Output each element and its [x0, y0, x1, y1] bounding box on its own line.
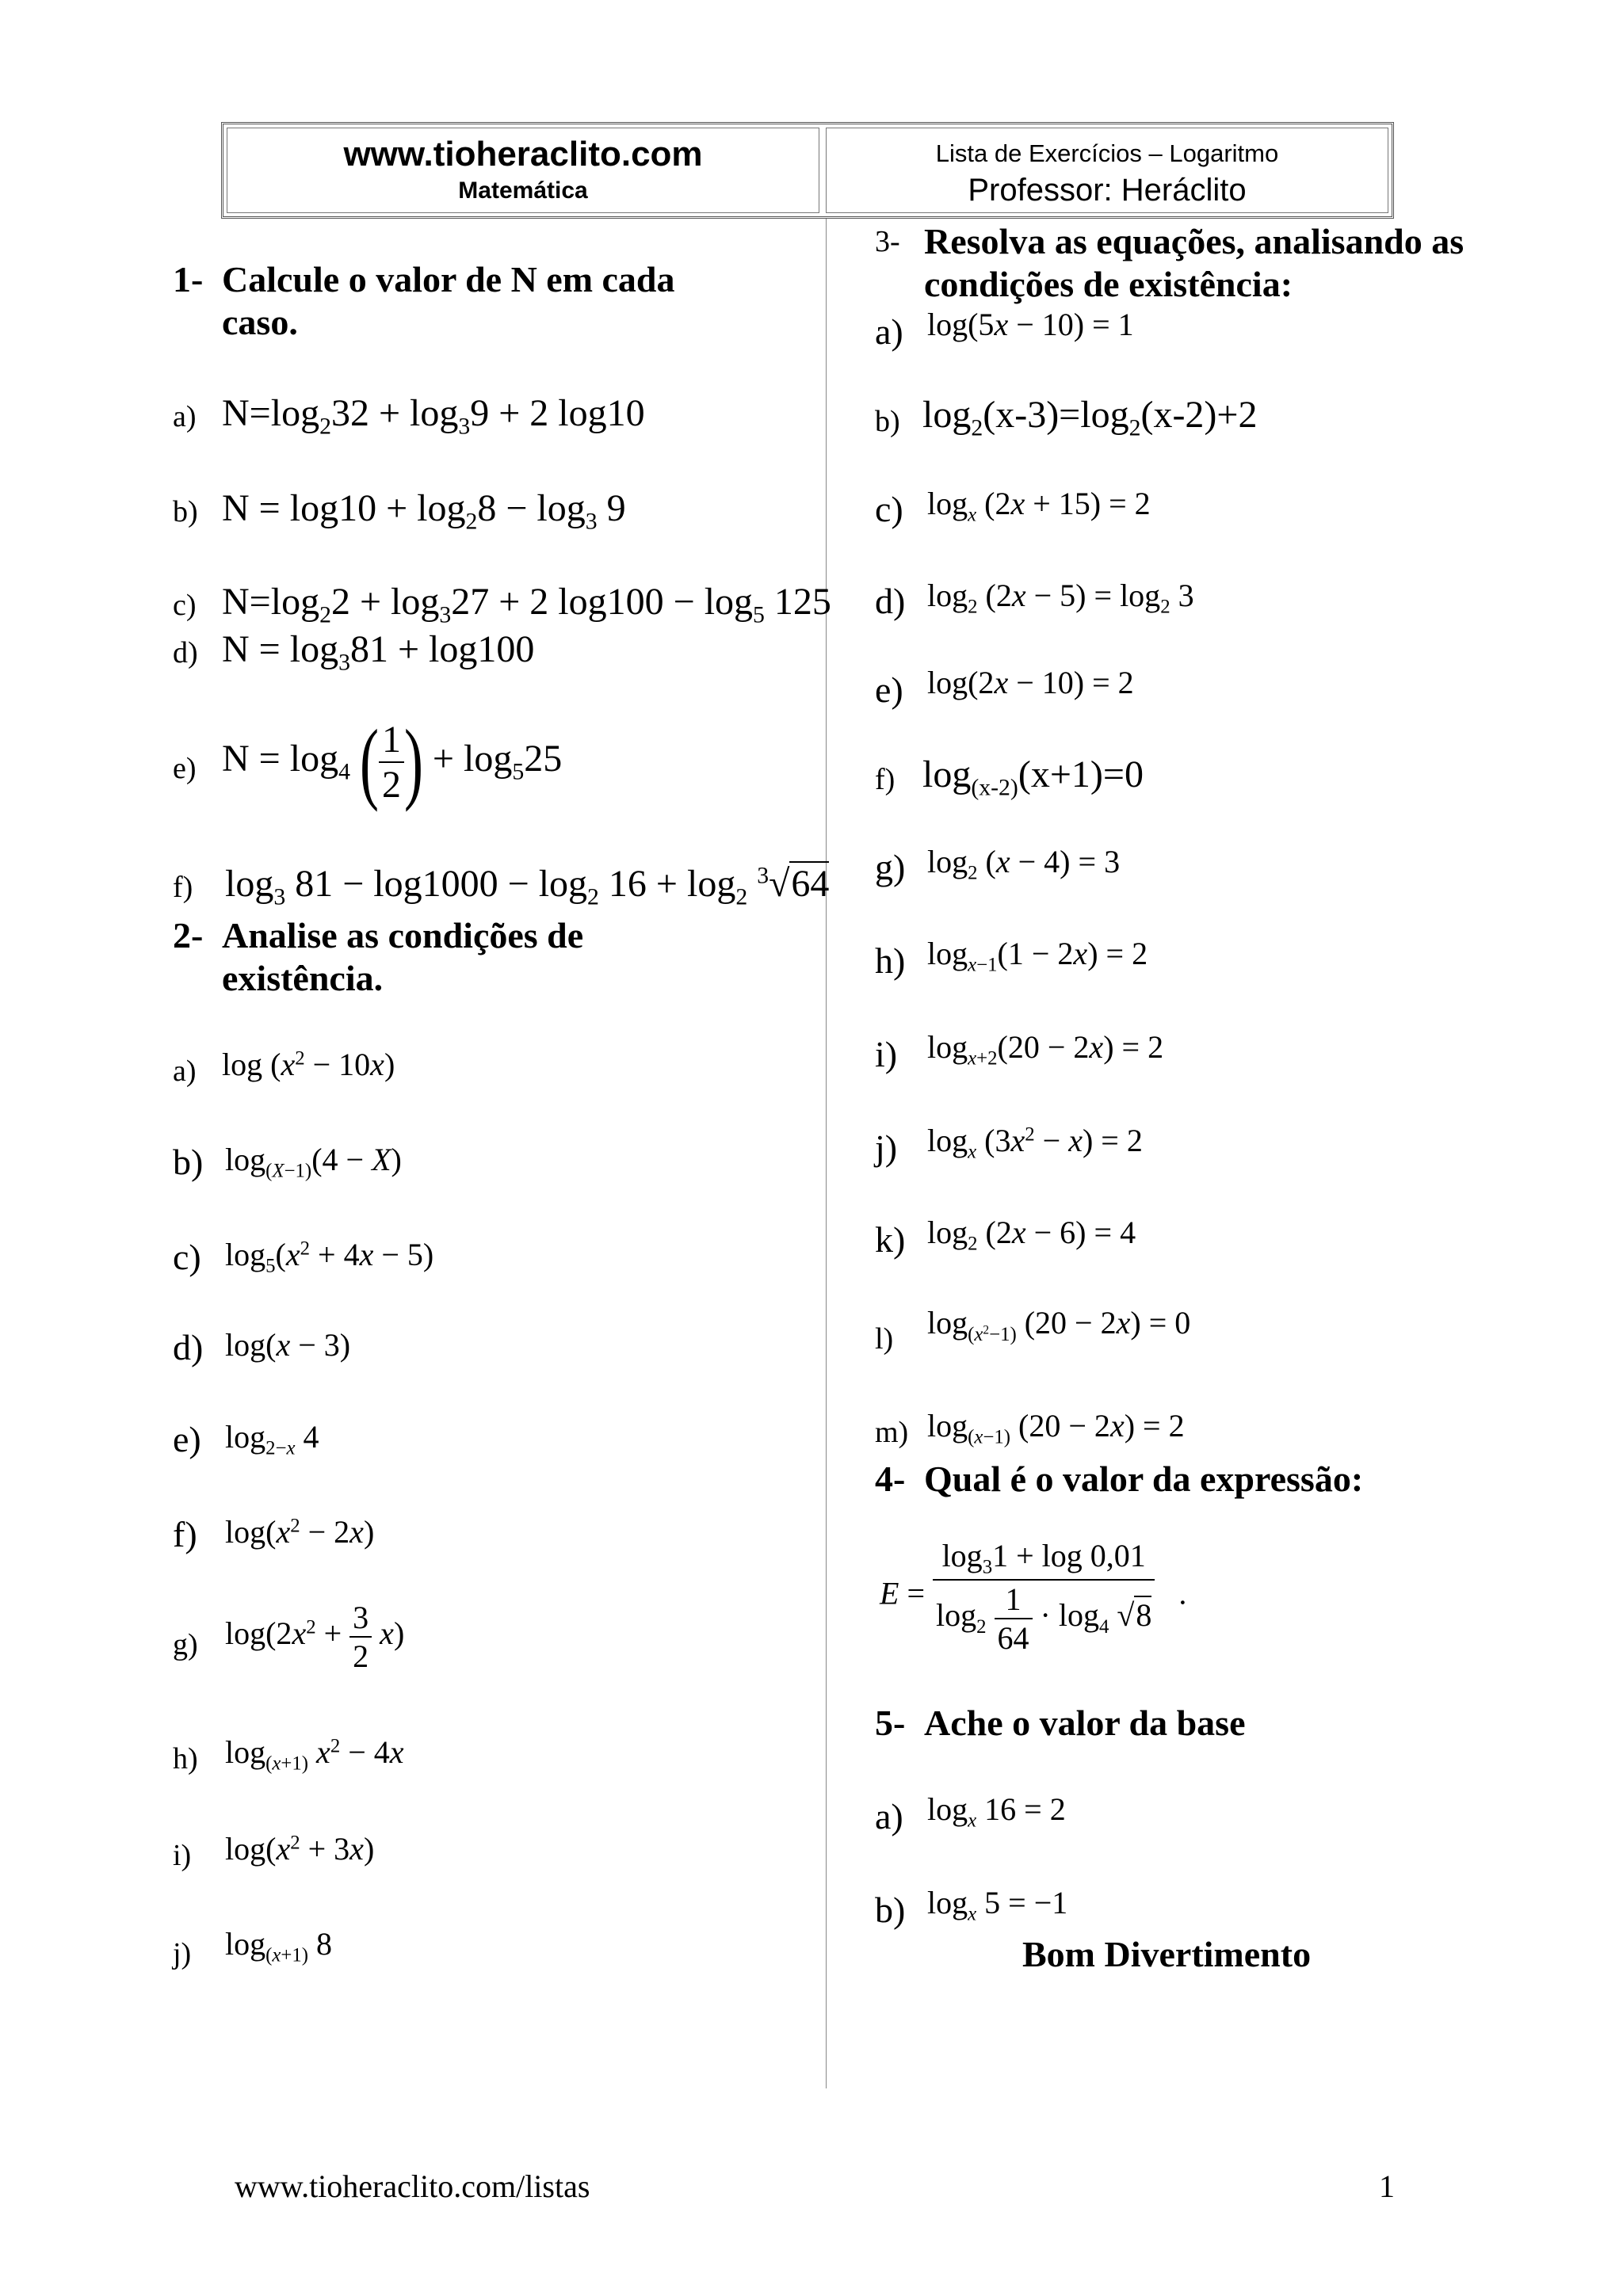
site-title: www.tioheraclito.com: [343, 135, 703, 174]
item-2f-label: f): [173, 1514, 197, 1554]
item-2j-label: j): [173, 1937, 192, 1970]
item-3c-expression: $\log_x (2x + 15) = 2$: [927, 486, 1151, 526]
item-2e-expression: $\log_{2-x} 4$: [225, 1419, 319, 1459]
item-3l-expression: $\log_{(x^2-1)} (20 - 2x) = 0$: [927, 1305, 1191, 1345]
item-2e-label: e): [173, 1419, 201, 1459]
header-right-cell: [826, 128, 1388, 213]
item-3i-expression: $\log_{x+2}(20 - 2x) = 2$: [927, 1029, 1164, 1070]
item-1c-label: c): [173, 589, 197, 622]
item-2a-expression: $\log (x^2 - 10x)$: [222, 1047, 395, 1082]
item-3j-label: j): [875, 1127, 898, 1168]
item-3k-label: k): [875, 1219, 906, 1260]
item-2i-label: i): [173, 1839, 192, 1872]
item-5a-expression: $\log_x 16 = 2$: [927, 1791, 1066, 1832]
closing-text: Bom Divertimento: [1022, 1934, 1312, 1974]
item-3m-expression: $\log_{(x-1)} (20 - 2x) = 2$: [927, 1408, 1185, 1448]
item-2c-label: c): [173, 1237, 201, 1277]
footer-url: www.tioheraclito.com/listas: [235, 2168, 590, 2204]
item-2b-expression: $\log_{(X-1)}(4 - X)$: [225, 1142, 402, 1182]
item-3f-expression: $\log_{(x-2)}(x+1)=0$: [922, 753, 1144, 801]
item-2j-expression: $\log_{(x+1)} 8$: [225, 1926, 333, 1966]
item-2g-label: g): [173, 1628, 198, 1661]
item-3l-label: l): [875, 1322, 894, 1356]
item-2h-label: h): [173, 1742, 198, 1775]
subject-label: Matemática: [458, 177, 588, 204]
item-3j-expression: $\log_x (3x^2 - x) = 2$: [927, 1123, 1143, 1163]
item-1b-expression: $N = \log 10 + \log_28 - \log_3 9$: [222, 487, 626, 535]
item-3b-label: b): [875, 405, 900, 438]
item-5a-label: a): [875, 1796, 903, 1836]
item-3d-expression: $\log_2 (2x - 5) = \log_2 3$: [927, 578, 1194, 618]
item-2d-expression: log(x − 3): [225, 1327, 351, 1363]
item-1f-label: f): [173, 871, 193, 904]
column-divider: [826, 219, 827, 2088]
item-3a-expression: log(5x − 10) = 1: [927, 307, 1134, 342]
item-2g-expression: $\log(2x^2$ + $\frac{3}{2}$ x): [225, 1600, 405, 1674]
item-3c-label: c): [875, 489, 903, 529]
item-3m-label: m): [875, 1416, 909, 1449]
header-table: [221, 122, 1394, 219]
item-5b-expression: $\log_x 5 = -1$: [927, 1885, 1068, 1925]
item-3b-expression: $\log_2(x-3)=\log_2(x-2)+2$: [922, 394, 1258, 441]
item-3e-label: e): [875, 669, 903, 710]
item-3a-label: a): [875, 311, 903, 352]
item-3i-label: i): [875, 1034, 898, 1074]
item-1e-label: e): [173, 752, 197, 785]
item-2b-label: b): [173, 1142, 204, 1182]
item-1a-label: a): [173, 400, 197, 433]
item-1c-expression: $N=\log_22 + \log_327 + 2$ $\log 100 - \log_5 125$: [222, 581, 831, 628]
item-3d-label: d): [875, 581, 906, 621]
item-1d-expression: $N = \log_381 + \log 100$: [222, 628, 535, 676]
item-3g-label: g): [875, 847, 906, 887]
item-3h-label: h): [875, 940, 906, 981]
item-2i-expression: $\log(x^2 + 3x)$: [225, 1831, 375, 1867]
item-1b-label: b): [173, 495, 198, 528]
item-1d-label: d): [173, 636, 198, 669]
item-1e-expression: $N = \log_4$ ( $\frac{1}{2}$ ) + $\log_525$: [222, 711, 563, 813]
item-2h-expression: $\log_{(x+1)} x^2 - 4x$: [225, 1734, 404, 1775]
professor-label: Professor: Heráclito: [968, 173, 1247, 208]
item-3e-expression: log(2x − 10) = 2: [927, 665, 1134, 700]
item-3k-expression: $\log_2 (2x - 6) = 4$: [927, 1215, 1136, 1255]
header-left-cell: [227, 128, 819, 213]
item-5b-label: b): [875, 1890, 906, 1930]
item-3h-expression: $\log_{x-1}(1 - 2x) = 2$: [927, 936, 1148, 976]
list-title: Lista de Exercícios – Logaritmo: [935, 139, 1279, 167]
item-1f-expression: $\log_3 81 - \log 1000 - \log_2 16 + \log_2 ^3√64$: [225, 862, 830, 910]
expression-E: E = $\log_31 + \log 0,01$ $\log_2$ $\frac{1}{64}$ · $\log_4 √8$ .: [880, 1538, 1187, 1656]
item-2a-label: a): [173, 1055, 197, 1088]
item-1a-expression: $N=\log_232 + \log_39 + 2$ log10: [222, 392, 645, 440]
item-2f-expression: $\log(x^2 - 2x)$: [225, 1514, 375, 1550]
item-2c-expression: $\log_5(x^2 + 4x - 5)$: [225, 1237, 434, 1277]
item-3f-label: f): [875, 763, 896, 796]
item-3g-expression: $\log_2 (x - 4) = 3$: [927, 844, 1121, 884]
page-number: 1: [1379, 2168, 1395, 2204]
item-2d-label: d): [173, 1327, 204, 1367]
